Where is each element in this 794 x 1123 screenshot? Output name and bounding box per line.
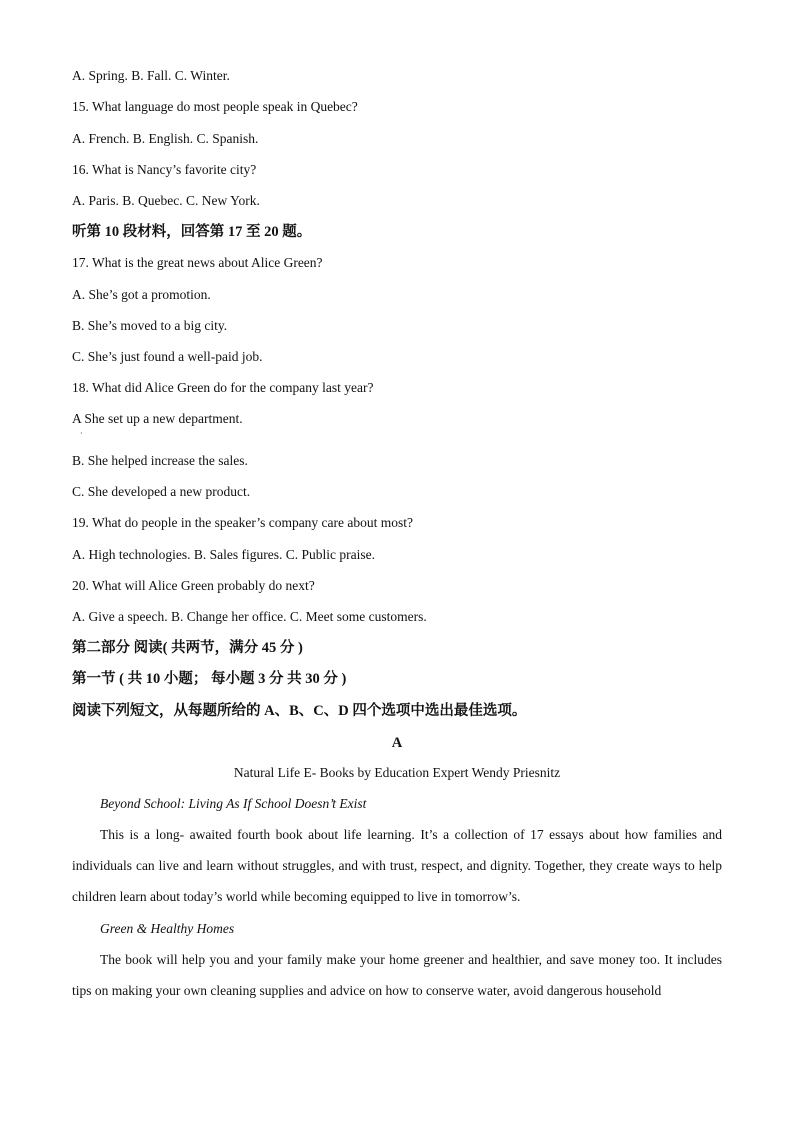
book2-description: The book will help you and your family make your home greener and healthier, and save money too. It includes tips on making your own cleaning supplies and advice on how to conserve water, avoid dangerous household [72,952,722,998]
q20-question: 20. What will Alice Green probably do next? [72,578,315,593]
passage-letter: A [391,735,403,751]
stray-dot: · [80,429,83,438]
q15-question: 15. What language do most people speak in Quebec? [72,99,358,114]
q18-question: 18. What did Alice Green do for the company last year? [72,380,374,395]
q17-option-b: B. She’s moved to a big city. [72,318,228,333]
reading-instruction: 阅读下列短文，从每题所给的 A、B、C、D 四个选项中选出最佳选项。 [72,703,527,719]
q15-options: A. French. B. English. C. Spanish. [72,131,259,146]
q18-option-a: A She set up a new department. [72,411,243,426]
q16-question: 16. What is Nancy’s favorite city? [72,162,257,177]
book1-title: Beyond School: Living As If School Doesn’t Exist [100,796,367,811]
q18-option-c: C. She developed a new product. [72,484,251,499]
q20-options: A. Give a speech. B. Change her office. C. Meet some customers. [72,609,427,624]
section1-heading: 第一节 ( 共 10 小题； 每小题 3 分 共 30 分 ) [72,671,347,687]
section10-heading: 听第 10 段材料，回答第 17 至 20 题。 [72,224,312,240]
q19-question: 19. What do people in the speaker’s company care about most? [72,515,414,530]
q17-question: 17. What is the great news about Alice Green? [72,255,323,270]
book1-description: This is a long- awaited fourth book about life learning. It’s a collection of 17 essays about how families and individuals can live and learn without struggles, and with trust, respect, and dignity. Together, they create ways to help children learn about today’s world while becoming equipped to live in tomorrow’s. [72,827,722,904]
q17-option-a: A. She’s got a promotion. [72,287,211,302]
part2-heading: 第二部分 阅读( 共两节，满分 45 分 ) [72,640,303,656]
book2-title: Green & Healthy Homes [100,921,235,936]
q16-options: A. Paris. B. Quebec. C. New York. [72,193,260,208]
q14-options: A. Spring. B. Fall. C. Winter. [72,68,230,83]
q18-option-b: B. She helped increase the sales. [72,453,248,468]
passage-title: Natural Life E- Books by Education Expert Wendy Priesnitz [233,765,561,780]
q19-options: A. High technologies. B. Sales figures. C. Public praise. [72,547,375,562]
q17-option-c: C. She’s just found a well-paid job. [72,349,263,364]
